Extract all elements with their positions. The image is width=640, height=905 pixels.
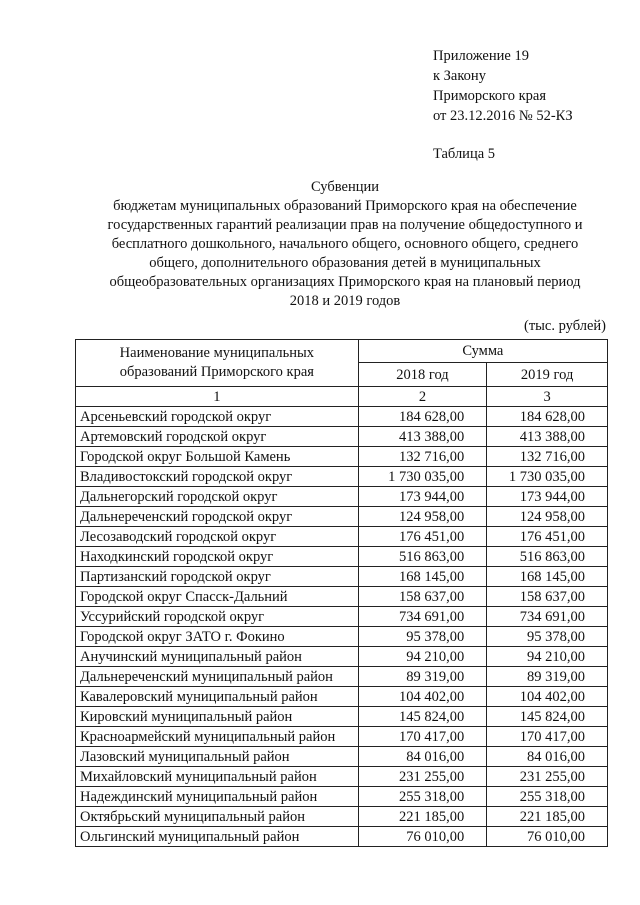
municipality-name: Анучинский муниципальный район <box>76 647 359 667</box>
amount-2019: 89 319,00 <box>487 667 608 687</box>
table-row <box>76 487 608 507</box>
appendix-reference <box>433 46 573 126</box>
municipality-name: Владивостокский городской округ <box>76 467 359 487</box>
appendix-line: от 23.12.2016 № 52-КЗ <box>433 108 573 124</box>
table-row <box>76 767 608 787</box>
municipality-name: Надеждинский муниципальный район <box>76 787 359 807</box>
appendix-line: к Закону <box>433 68 486 84</box>
amount-2018: 158 637,00 <box>358 587 487 607</box>
table-row <box>76 787 608 807</box>
table-row <box>76 527 608 547</box>
amount-2019: 104 402,00 <box>487 687 608 707</box>
amount-2019: 95 378,00 <box>487 627 608 647</box>
table-row <box>76 687 608 707</box>
amount-2018: 413 388,00 <box>358 427 487 447</box>
municipality-name: Красноармейский муниципальный район <box>76 727 359 747</box>
municipality-name: Кировский муниципальный район <box>76 707 359 727</box>
amount-2019: 255 318,00 <box>487 787 608 807</box>
amount-2019: 173 944,00 <box>487 487 608 507</box>
title-line: Субвенции <box>311 179 379 195</box>
amount-2018: 95 378,00 <box>358 627 487 647</box>
table-row <box>76 507 608 527</box>
table-number: Таблица 5 <box>433 146 496 162</box>
amount-2018: 184 628,00 <box>358 407 487 427</box>
amount-2018: 516 863,00 <box>358 547 487 567</box>
amount-2019: 94 210,00 <box>487 647 608 667</box>
amount-2019: 176 451,00 <box>487 527 608 547</box>
amount-2018: 145 824,00 <box>358 707 487 727</box>
amount-2018: 124 958,00 <box>358 507 487 527</box>
amount-2019: 76 010,00 <box>487 827 608 847</box>
column-header-2018: 2018 год <box>358 363 487 387</box>
amount-2019: 734 691,00 <box>487 607 608 627</box>
table-row <box>76 627 608 647</box>
municipality-name: Арсеньевский городской округ <box>76 407 359 427</box>
column-number: 2 <box>358 387 487 407</box>
table-row <box>76 447 608 467</box>
amount-2018: 84 016,00 <box>358 747 487 767</box>
table-row <box>76 547 608 567</box>
amount-2018: 1 730 035,00 <box>358 467 487 487</box>
table-row <box>76 647 608 667</box>
document-title <box>60 178 630 311</box>
title-line: 2018 и 2019 годов <box>289 293 401 309</box>
amount-2018: 173 944,00 <box>358 487 487 507</box>
column-header-2019: 2019 год <box>487 363 608 387</box>
title-line: государственных гарантий реализации прав на получение общедоступного и <box>107 217 583 233</box>
amount-2018: 76 010,00 <box>358 827 487 847</box>
municipality-name: Лазовский муниципальный район <box>76 747 359 767</box>
amount-2019: 170 417,00 <box>487 727 608 747</box>
appendix-line: Приморского края <box>433 88 547 104</box>
table-row <box>76 727 608 747</box>
table-row <box>76 827 608 847</box>
amount-2018: 132 716,00 <box>358 447 487 467</box>
table-row <box>76 747 608 767</box>
municipality-name: Городской округ Спасск-Дальний <box>76 587 359 607</box>
amount-2019: 168 145,00 <box>487 567 608 587</box>
table-row <box>76 427 608 447</box>
table-row <box>76 607 608 627</box>
amount-2019: 124 958,00 <box>487 507 608 527</box>
table-row <box>76 667 608 687</box>
title-line: бесплатного дошкольного, начального общего, основного общего, среднего <box>111 236 579 252</box>
municipality-name: Кавалеровский муниципальный район <box>76 687 359 707</box>
appendix-line: Приложение 19 <box>433 48 529 64</box>
column-number: 1 <box>76 387 359 407</box>
table-row <box>76 467 608 487</box>
municipality-name: Городской округ Большой Камень <box>76 447 359 467</box>
amount-2018: 104 402,00 <box>358 687 487 707</box>
table-row <box>76 587 608 607</box>
amount-2018: 168 145,00 <box>358 567 487 587</box>
table-row <box>76 707 608 727</box>
units-label: (тыс. рублей) <box>524 318 606 334</box>
table-row <box>76 567 608 587</box>
municipality-name: Ольгинский муниципальный район <box>76 827 359 847</box>
amount-2019: 413 388,00 <box>487 427 608 447</box>
subventions-table <box>75 339 608 847</box>
amount-2018: 221 185,00 <box>358 807 487 827</box>
title-line: общеобразовательных организациях Приморского края на плановый период <box>109 274 581 290</box>
title-line: бюджетам муниципальных образований Приморского края на обеспечение <box>113 198 577 214</box>
table-row <box>76 807 608 827</box>
amount-2018: 231 255,00 <box>358 767 487 787</box>
amount-2019: 516 863,00 <box>487 547 608 567</box>
municipality-name: Находкинский городской округ <box>76 547 359 567</box>
amount-2019: 132 716,00 <box>487 447 608 467</box>
amount-2019: 221 185,00 <box>487 807 608 827</box>
amount-2019: 145 824,00 <box>487 707 608 727</box>
municipality-name: Дальнегорский городской округ <box>76 487 359 507</box>
amount-2018: 734 691,00 <box>358 607 487 627</box>
municipality-name: Михайловский муниципальный район <box>76 767 359 787</box>
amount-2019: 158 637,00 <box>487 587 608 607</box>
amount-2018: 176 451,00 <box>358 527 487 547</box>
amount-2018: 89 319,00 <box>358 667 487 687</box>
amount-2019: 1 730 035,00 <box>487 467 608 487</box>
municipality-name: Октябрьский муниципальный район <box>76 807 359 827</box>
amount-2019: 184 628,00 <box>487 407 608 427</box>
municipality-name: Лесозаводский городской округ <box>76 527 359 547</box>
column-header-name: Наименование муниципальных образований Приморского края <box>76 340 359 387</box>
column-number: 3 <box>487 387 608 407</box>
municipality-name: Уссурийский городской округ <box>76 607 359 627</box>
column-header-sum: Сумма <box>358 340 607 363</box>
municipality-name: Дальнереченский муниципальный район <box>76 667 359 687</box>
amount-2018: 255 318,00 <box>358 787 487 807</box>
amount-2019: 231 255,00 <box>487 767 608 787</box>
amount-2018: 94 210,00 <box>358 647 487 667</box>
municipality-name: Дальнереченский городской округ <box>76 507 359 527</box>
municipality-name: Артемовский городской округ <box>76 427 359 447</box>
municipality-name: Городской округ ЗАТО г. Фокино <box>76 627 359 647</box>
municipality-name: Партизанский городской округ <box>76 567 359 587</box>
amount-2018: 170 417,00 <box>358 727 487 747</box>
title-line: общего, дополнительного образования детей в муниципальных <box>149 255 541 271</box>
table-row <box>76 407 608 427</box>
amount-2019: 84 016,00 <box>487 747 608 767</box>
